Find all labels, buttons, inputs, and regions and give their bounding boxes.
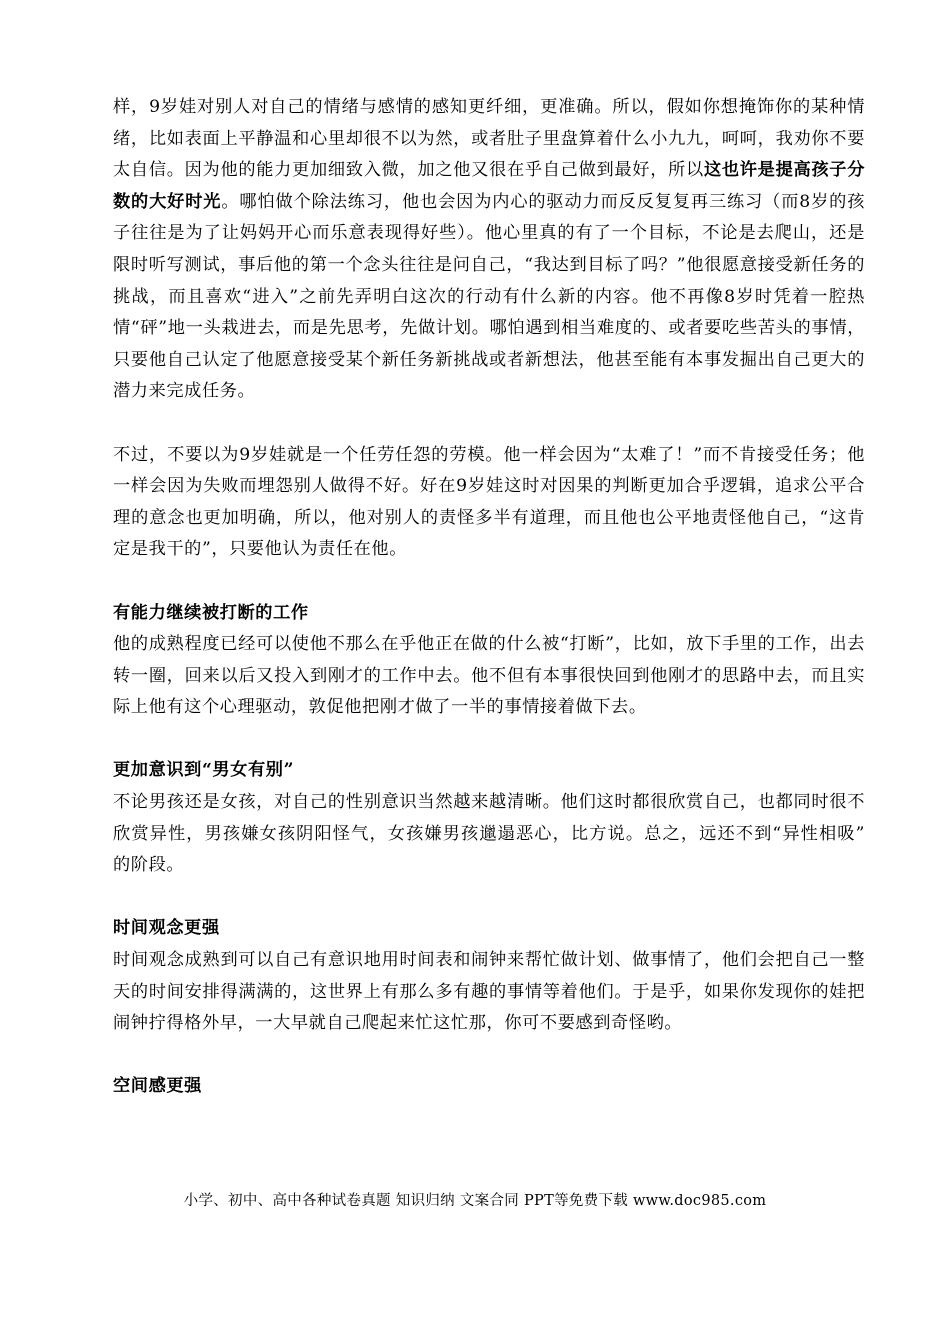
paragraph-gap bbox=[113, 566, 865, 598]
page-footer: 小学、初中、高中各种试卷真题 知识归纳 文案合同 PPT等免费下载 www.doc985.com bbox=[183, 1193, 767, 1209]
paragraph-1-text-b: 。哪怕做个除法练习，他也会因为内心的驱动力而反反复复再三练习（而8岁的孩子往往是为了让妈妈开心而乐意表现得好些）。他心里真的有了一个目标，不论是去爬山，还是限时听写测试，事后他的第一个念头往往是问自己，“我达到目标了吗？”他很愿意接受新任务的挑战，而且喜欢“进入”之前先弄明白这次的行动有什么新的内容。他不再像8岁时凭着一腔热情“砰”地一头栽进去，而是先思考，先做计划。哪怕遇到相当难度的、或者要吃些苦头的事情，只要他自己认定了他愿意接受某个新任务新挑战或者新想法，他甚至能有本事发掘出自己更大的潜力来完成任务。 bbox=[113, 191, 865, 402]
paragraph-gap bbox=[113, 1040, 865, 1072]
section-heading-spatial-sense: 空间感更强 bbox=[113, 1076, 202, 1097]
document-body bbox=[113, 92, 865, 1103]
paragraph-1-bold-text: 这也许是提高孩子分数的大好时光 bbox=[113, 160, 865, 212]
section-body-interrupted-work: 他的成熟程度已经可以使他不那么在乎他正在做的什么被“打断”，比如，放下手里的工作，出去转一圈，回来以后又投入到刚才的工作中去。他不但有本事很快回到他刚才的思路中去，而且实际上他有这个心理驱动，敦促他把刚才做了一半的事情接着做下去。 bbox=[113, 634, 865, 718]
section-heading-gender-awareness: 更加意识到“男女有别” bbox=[113, 760, 295, 781]
paragraph-gap bbox=[113, 724, 865, 756]
paragraph-2: 不过，不要以为9岁娃就是一个任劳任怨的劳模。他一样会因为“太难了！”而不肯接受任务；他一样会因为失败而埋怨别人做得不好。好在9岁娃这时对因果的判断更加合乎逻辑，追求公平合理的意念也更加明确，所以，他对别人的责怪多半有道理，而且他也公平地责怪他自己，“这肯定是我干的”，只要他认为责任在他。 bbox=[113, 444, 865, 560]
section-heading-interrupted-work: 有能力继续被打断的工作 bbox=[113, 602, 309, 623]
section-body-time-concept: 时间观念成熟到可以自己有意识地用时间表和闹钟来帮忙做计划、做事情了，他们会把自己一整天的时间安排得满满的，这世界上有那么多有趣的事情等着他们。于是乎，如果你发现你的娃把闹钟拧得格外早，一大早就自己爬起来忙这忙那，你可不要感到奇怪哟。 bbox=[113, 950, 865, 1034]
paragraph-gap bbox=[113, 408, 865, 440]
paragraph-gap bbox=[113, 882, 865, 914]
section-body-gender-awareness: 不论男孩还是女孩，对自己的性别意识当然越来越清晰。他们这时都很欣赏自己，也都同时很不欣赏异性，男孩嫌女孩阴阳怪气，女孩嫌男孩邋遢恶心，比方说。总之，远还不到“异性相吸” 的阶段。 bbox=[113, 792, 865, 876]
paragraph-1-text-a: 样，9岁娃对别人对自己的情绪与感情的感知更纤细，更准确。所以，假如你想掩饰你的某种情绪，比如表面上平静温和心里却很不以为然，或者肚子里盘算着什么小九九，呵呵，我劝你不要太自信。因为他的能力更加细致入微，加之他又很在乎自己做到最好，所以 bbox=[113, 97, 865, 181]
paragraph-1 bbox=[113, 92, 865, 408]
section-heading-time-concept: 时间观念更强 bbox=[113, 918, 220, 939]
